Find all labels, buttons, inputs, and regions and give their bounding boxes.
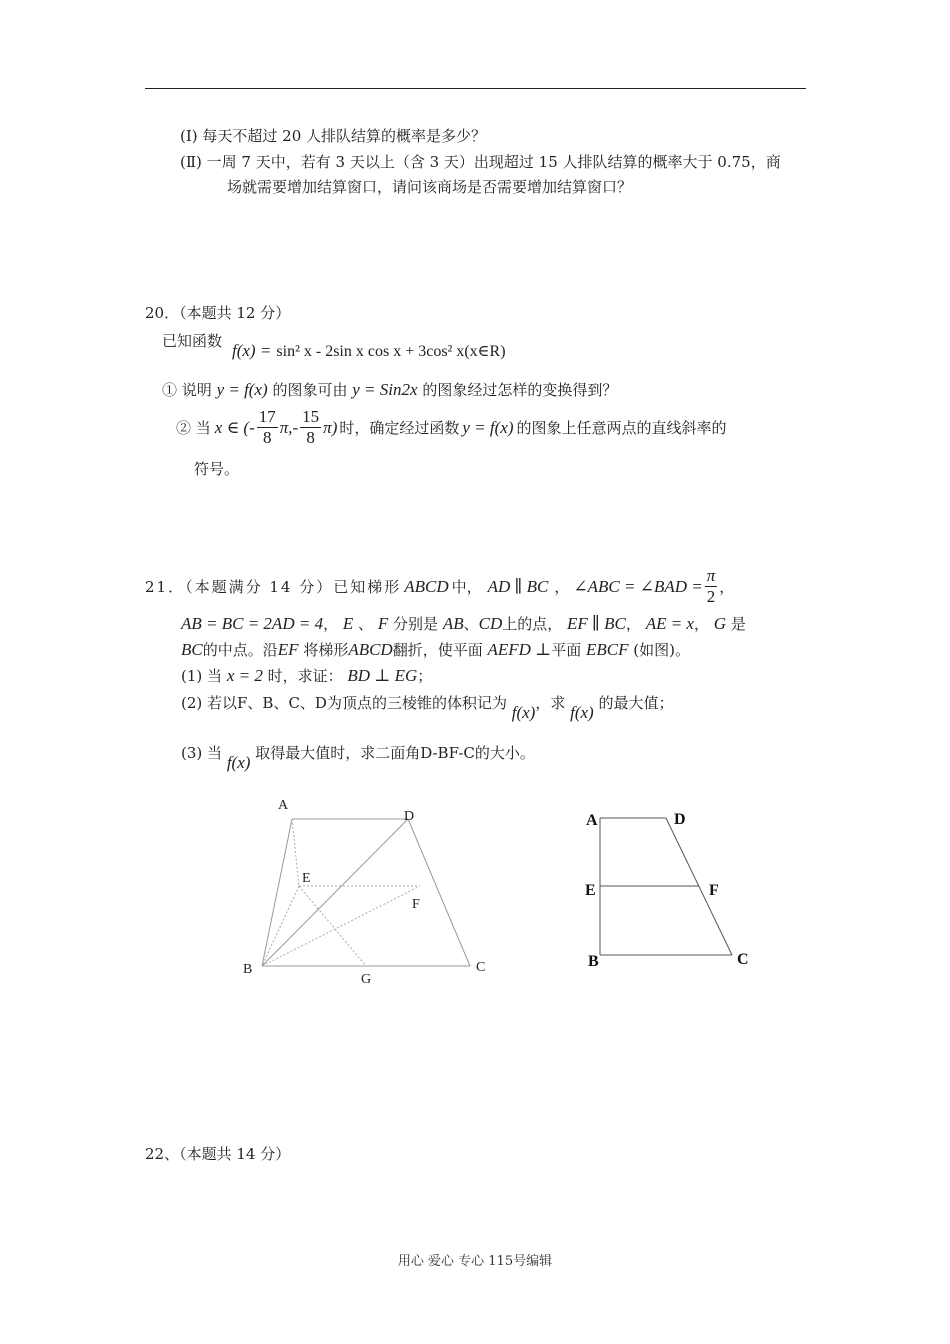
q20-formula-lhs: f(x) = <box>232 341 272 360</box>
q20-header: 20．（本题共 12 分） <box>145 304 291 322</box>
q22-header: 22、（本题共 14 分） <box>145 1145 291 1163</box>
label-b: B <box>243 962 253 977</box>
q21-math: AE = x <box>645 614 694 633</box>
header-rule <box>145 88 806 89</box>
fraction-numerator: 17 <box>258 407 276 426</box>
q21-text: 的最大值； <box>598 694 674 712</box>
q21-text: 、 <box>463 615 479 633</box>
q21-text: ， <box>625 615 641 633</box>
q19-part2-line2: 场就需要增加结算窗口，请问该商场是否需要增加结算窗口？ <box>227 178 633 196</box>
q20-item1-suffix: 的图象经过怎样的变换得到？ <box>422 381 618 399</box>
label-d: D <box>674 811 686 828</box>
q21-math: AB <box>442 614 464 633</box>
q20-item2-suffix: 的图象上任意两点的直线斜率的 <box>516 418 727 437</box>
q20-intro: 已知函数 <box>162 332 223 350</box>
fraction-numerator: π <box>706 566 716 585</box>
label-g: G <box>361 972 372 987</box>
fraction-pi-2 <box>705 566 718 607</box>
q20-item1 <box>162 380 617 400</box>
q20-item1-math2: y = Sin2x <box>352 380 418 399</box>
q21-line2 <box>181 614 746 634</box>
label-a: A <box>278 798 289 813</box>
q21-text: 上的点， <box>502 615 563 633</box>
q21-math: f(x) <box>511 703 536 722</box>
segment-eg <box>299 886 366 966</box>
segment-eb <box>262 886 299 966</box>
label-f: F <box>412 897 420 912</box>
q21-math: ABCD <box>348 640 393 659</box>
fraction-numerator: 15 <box>302 407 320 426</box>
q21-text: 是 <box>730 615 746 633</box>
q21-line1 <box>145 566 734 607</box>
q21-text: ，求 <box>535 694 566 712</box>
q21-math: AEFD ⊥ <box>487 640 552 659</box>
segment-bd <box>262 819 408 966</box>
fraction-denominator: 8 <box>306 428 315 447</box>
q20-item1-math1: y = f(x) <box>216 380 268 399</box>
q21-part1 <box>181 666 432 686</box>
q21-math: CD <box>478 614 503 633</box>
q21-text: (3) 当 <box>181 744 223 762</box>
label-c: C <box>737 951 749 968</box>
fraction-15-8 <box>300 407 321 448</box>
q21-text: 取得最大值时，求二面角D-BF-C的大小。 <box>255 744 535 762</box>
q21-text: (如图)。 <box>633 641 690 659</box>
edge-dc <box>408 819 470 966</box>
q21-text: ； <box>417 667 433 685</box>
q20-item2-mid: 时，确定经过函数 <box>339 418 460 437</box>
q21-text: 时，求证： <box>267 667 343 685</box>
q21-part3 <box>181 743 535 772</box>
q20-item1-mid: 的图象可由 <box>272 381 348 399</box>
q21-text: 翻折，使平面 <box>392 641 483 659</box>
q21-math: E <box>342 614 354 633</box>
label-c: C <box>476 960 486 975</box>
q20-item1-prefix: ① 说明 <box>162 381 212 399</box>
q20-formula <box>232 341 506 361</box>
folded-trapezoid-figure <box>230 790 510 990</box>
q21-math: x = 2 <box>226 666 263 685</box>
label-f: F <box>709 882 719 899</box>
q21-text: ， <box>693 615 709 633</box>
fraction-17-8 <box>257 407 278 448</box>
q21-math: G <box>713 614 727 633</box>
fraction-denominator: 2 <box>706 587 716 606</box>
q21-math: BD ⊥ EG <box>347 666 418 685</box>
q21-text: (2) 若以F、B、C、D为顶点的三棱锥的体积记为 <box>181 694 507 712</box>
q21-text: (1) 当 <box>181 667 223 685</box>
q21-header: 21．（本题满分 14 分）已知梯形 <box>145 577 402 596</box>
q21-text: ， <box>719 577 735 596</box>
label-e: E <box>302 871 311 886</box>
q21-ad-parallel-bc: AD ∥ BC <box>487 576 549 596</box>
q21-text: 中， <box>451 577 482 596</box>
q21-text: ， <box>323 615 339 633</box>
q20-item2-x: x ∈ (- <box>214 417 255 437</box>
flat-trapezoid-figure <box>580 800 780 975</box>
q21-text: 、 <box>358 615 374 633</box>
label-d: D <box>404 809 415 824</box>
q20-item2-pi1: π,- <box>279 417 299 437</box>
q21-text: 分别是 <box>393 615 439 633</box>
q21-math: f(x) <box>226 753 251 772</box>
q21-math: EF ∥ BC <box>567 614 626 633</box>
q21-text: 将梯形 <box>303 641 349 659</box>
edge-ba <box>262 819 292 966</box>
q21-angle: ∠ABC = ∠BAD = <box>573 576 703 596</box>
q20-item2-math3: y = f(x) <box>462 417 514 437</box>
q21-text: 的中点。沿 <box>202 641 278 659</box>
fraction-denominator: 8 <box>262 428 272 447</box>
q21-part2 <box>181 693 674 722</box>
label-e: E <box>585 882 596 899</box>
q20-item2-prefix: ② 当 <box>176 418 211 437</box>
q21-line3 <box>181 640 690 660</box>
q21-math: f(x) <box>570 703 594 722</box>
q21-math: EF <box>277 640 299 659</box>
segment-bf <box>262 886 420 966</box>
q21-math: BC <box>181 640 203 659</box>
segment-ae <box>292 819 299 886</box>
q19-part2-line1: (Ⅱ) 一周 7 天中，若有 3 天以上（含 3 天）出现超过 15 人排队结算的概率大于 0.75，商 <box>180 153 781 171</box>
q21-text: ， <box>554 577 570 596</box>
q20-formula-rhs: sin² x - 2sin x cos x + 3cos² x(x∈R) <box>276 343 506 360</box>
q21-math: AB = BC = 2AD = 4 <box>181 614 324 633</box>
q19-part1: (Ⅰ) 每天不超过 20 人排队结算的概率是多少？ <box>180 127 487 145</box>
q21-math: EBCF <box>585 640 629 659</box>
q21-math: F <box>377 614 389 633</box>
page-footer: 用心 爱心 专心 115号编辑 <box>397 1254 553 1269</box>
q20-item2 <box>176 407 727 448</box>
label-b: B <box>588 953 599 970</box>
label-a: A <box>586 812 598 829</box>
q20-item2-pi2: π) <box>323 417 338 437</box>
q21-text: 平面 <box>551 641 582 659</box>
q21-abcd: ABCD <box>404 576 449 596</box>
q20-item2-line2: 符号。 <box>194 460 240 478</box>
